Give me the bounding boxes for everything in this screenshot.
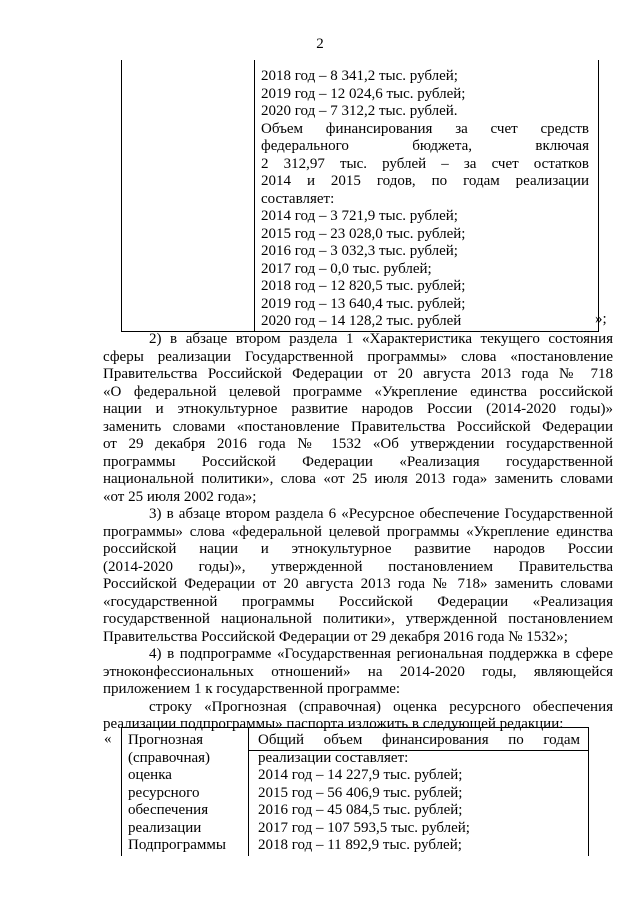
row-label-line: Подпрограммы (128, 837, 226, 853)
text-line: государственной национальной политики», утвержденной постановлением (103, 611, 613, 627)
text-line: строку «Прогнозная (справочная) оценка ресурсного обеспечения (149, 698, 613, 715)
federal-year-line: 2020 год – 14 128,2 тыс. рублей (261, 313, 462, 329)
opening-quote: « (104, 731, 112, 747)
row-label-line: оценка (128, 767, 172, 783)
table-column-divider (248, 728, 249, 856)
row-value-line: 2014 год – 14 227,9 тыс. рублей; (258, 767, 463, 783)
text-line: российской нации и этнокультурное развитие народов России (103, 541, 613, 557)
row-value-line: 2018 год – 11 892,9 тыс. рублей; (258, 837, 462, 853)
text-line: этноконфессиональных отношений» на 2014-2020 годы, являющейся (103, 663, 613, 680)
text-line: 4) в подпрограмме «Государственная региональная поддержка в сфере (149, 646, 613, 662)
federal-intro-line: федерального бюджета, включая (261, 138, 589, 154)
text-line: приложением 1 к государственной программе: (103, 681, 401, 697)
text-line: Правительства Российской Федерации от 29 декабря 2016 года № 1532»; (103, 628, 568, 645)
federal-year-line: 2018 год – 12 820,5 тыс. рублей; (261, 278, 466, 294)
text-line: заменить словами «постановление Правительства Российской Федерации (103, 418, 613, 435)
row-label-line: (справочная) (128, 749, 211, 766)
text-line: национальной политики», слова «от 25 июля 2013 года» заменить словами (103, 471, 613, 487)
funding-line: 2018 год – 8 341,2 тыс. рублей; (261, 68, 458, 84)
federal-year-line: 2016 год – 3 032,3 тыс. рублей; (261, 243, 458, 259)
row-value-line: Общий объем финансирования по годам (258, 732, 580, 748)
paragraph-4 (103, 646, 613, 699)
text-line: программы Российской Федерации «Реализация государственной (103, 453, 613, 470)
row-label-line: Прогнозная (128, 732, 204, 748)
row-label-line: ресурсного (128, 784, 200, 801)
text-line: программы» слова «федеральной целевой программы «Укрепление единства (103, 523, 613, 540)
text-line: Российской Федерации от 20 августа 2013 года № 718» заменить словами (103, 576, 613, 592)
funding-table-continuation (121, 60, 599, 332)
row-label (128, 732, 246, 855)
federal-year-line: 2015 год – 23 028,0 тыс. рублей; (261, 225, 466, 242)
text-line: от 29 декабря 2016 года № 1532 «Об утверждении государственной (103, 436, 613, 452)
forecast-funding-table (121, 727, 589, 856)
page-number: 2 (316, 36, 324, 52)
text-line: «О федеральной целевой программе «Укрепление единства российской (103, 383, 613, 400)
row-value (258, 732, 580, 855)
row-label-line: реализации (128, 819, 202, 836)
closing-quote: »; (595, 311, 607, 327)
amendment-paragraphs (103, 331, 613, 734)
row-value-line: 2016 год – 45 084,5 тыс. рублей; (258, 802, 463, 818)
funding-cell (261, 68, 589, 331)
row-value-line: 2017 год – 107 593,5 тыс. рублей; (258, 819, 470, 836)
funding-line: 2019 год – 12 024,6 тыс. рублей; (261, 85, 466, 102)
text-line: сферы реализации Государственной программы» слова «постановление (103, 348, 613, 365)
text-line: нации и этнокультурное развитие народов России (2014-2020 годы)» (103, 401, 613, 417)
row-label-line: обеспечения (128, 802, 209, 818)
table-column-divider (254, 60, 255, 331)
paragraph-2 (103, 331, 613, 506)
row-value-line: реализации составляет: (258, 749, 409, 766)
federal-intro-line: 2 312,97 тыс. рублей – за счет остатков (261, 155, 589, 172)
text-line: «государственной программы Российской Федерации «Реализация (103, 593, 613, 610)
row-value-line: 2015 год – 56 406,9 тыс. рублей; (258, 784, 463, 801)
federal-intro-line: составляет: (261, 190, 335, 207)
federal-intro-line: Объем финансирования за счет средств (261, 120, 589, 137)
federal-year-line: 2014 год – 3 721,9 тыс. рублей; (261, 208, 458, 224)
text-line: реализации подпрограммы» паспорта изложить в следующей редакции: (103, 716, 564, 732)
text-line: 3) в абзаце втором раздела 6 «Ресурсное обеспечение Государственной (149, 506, 613, 522)
federal-year-line: 2019 год – 13 640,4 тыс. рублей; (261, 295, 466, 312)
funding-line: 2020 год – 7 312,2 тыс. рублей. (261, 103, 458, 119)
text-line: Правительства Российской Федерации от 20 августа 2013 года № 718 (103, 366, 613, 382)
federal-intro-line: 2014 и 2015 годов, по годам реализации (261, 173, 589, 189)
paragraph-3 (103, 506, 613, 646)
text-line: 2) в абзаце втором раздела 1 «Характеристика текущего состояния (149, 331, 613, 347)
text-line: (2014-2020 годы)», утвержденной постановлением Правительства (103, 558, 613, 575)
text-line: «от 25 июля 2002 года»; (103, 488, 257, 505)
federal-year-line: 2017 год – 0,0 тыс. рублей; (261, 260, 432, 277)
